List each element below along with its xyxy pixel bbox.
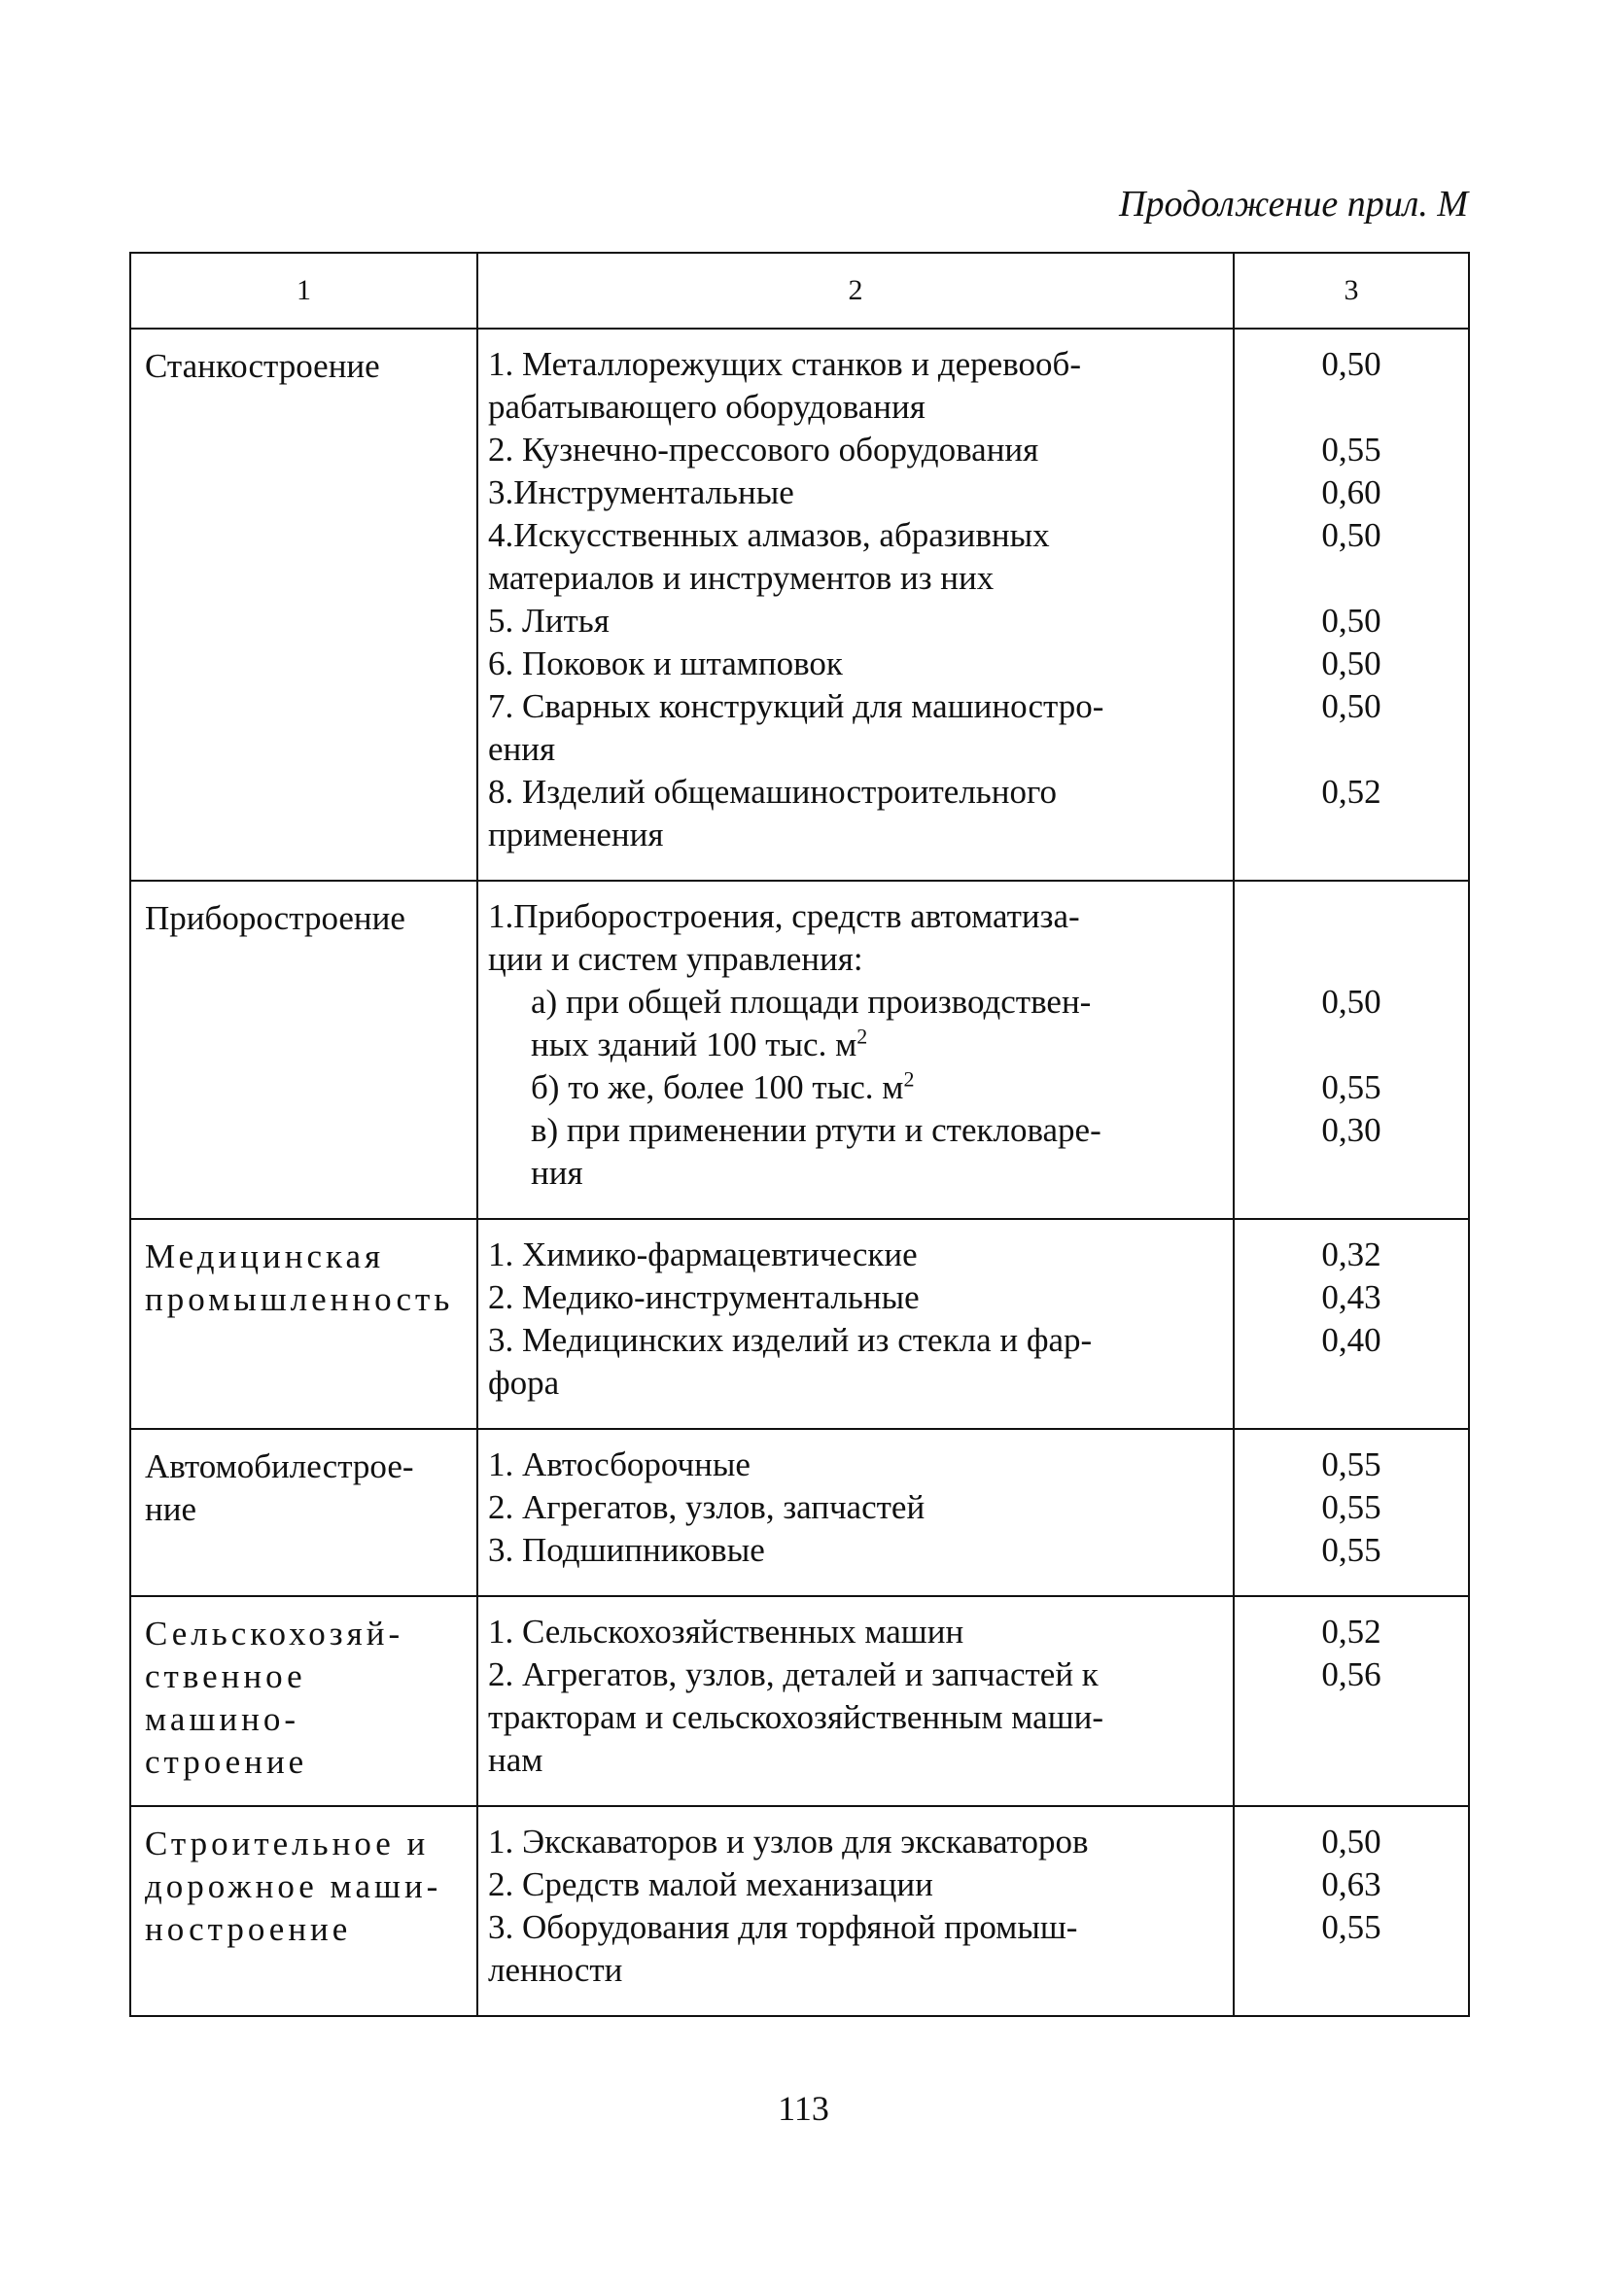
- subsector-text: 2. Средств малой механизации: [488, 1865, 933, 1903]
- coefficient-value: [1235, 1024, 1468, 1066]
- subsector-cell: [477, 1219, 1234, 1429]
- coefficient-value: 0,50: [1321, 644, 1381, 682]
- subsector-line: [488, 1319, 1225, 1362]
- subsector-line: [488, 557, 1225, 600]
- subsector-line: [488, 1696, 1225, 1739]
- subsector-text: ции и систем управления:: [488, 940, 863, 978]
- coefficient-value: 0,55: [1321, 1068, 1381, 1106]
- table-row: [130, 1429, 1469, 1596]
- subsector-line: [488, 471, 1225, 514]
- subsector-line: [488, 514, 1225, 557]
- table-row: [130, 881, 1469, 1219]
- subsector-text: в) при применении ртути и стекловаре-: [531, 1111, 1101, 1149]
- subsector-line: [488, 814, 1225, 856]
- subsector-line: [488, 685, 1225, 728]
- subsector-line: [488, 771, 1225, 814]
- coefficient-value: 0,30: [1321, 1111, 1381, 1149]
- subsector-text: а) при общей площади производствен-: [531, 983, 1092, 1021]
- subsector-text: 1.Приборостроения, средств автоматиза-: [488, 897, 1080, 935]
- table-row: [130, 1219, 1469, 1429]
- subsector-line: [488, 981, 1225, 1024]
- sector-label: Медицинская промышленность: [145, 1237, 454, 1318]
- subsector-line: [488, 1066, 1225, 1109]
- coefficient-value: [1235, 895, 1468, 938]
- subsector-line: [488, 343, 1225, 386]
- subsector-text: 8. Изделий общемашиностроительного: [488, 773, 1057, 811]
- subsector-line: [488, 600, 1225, 643]
- sector-cell: [130, 1219, 477, 1429]
- subsector-line: [488, 1906, 1225, 1949]
- coefficient-cell: [1234, 881, 1469, 1219]
- subsector-text: 3. Оборудования для торфяной промыш-: [488, 1908, 1078, 1946]
- coefficient-value: 0,55: [1321, 1488, 1381, 1526]
- subsector-text: 3. Медицинских изделий из стекла и фар-: [488, 1321, 1093, 1359]
- subsector-text: ных зданий 100 тыс. $м^2$: [531, 1024, 868, 1063]
- coefficient-value: 0,55: [1321, 1908, 1381, 1946]
- subsector-cell: [477, 881, 1234, 1219]
- subsector-text: 2. Агрегатов, узлов, запчастей: [488, 1488, 926, 1526]
- continuation-header: Продолжение прил. М: [1119, 184, 1468, 225]
- subsector-text: 3. Подшипниковые: [488, 1531, 765, 1569]
- subsector-line: [488, 1362, 1225, 1405]
- subsector-text: 2. Кузнечно-прессового оборудования: [488, 431, 1039, 469]
- subsector-text: 7. Сварных конструкций для машиностро-: [488, 687, 1104, 725]
- column-header-1: 1: [130, 253, 477, 329]
- coefficient-value: 0,32: [1321, 1235, 1381, 1273]
- table-body: [130, 329, 1469, 2016]
- subsector-line: [488, 1276, 1225, 1319]
- subsector-line: [488, 1611, 1225, 1653]
- subsector-text: фора: [488, 1364, 560, 1402]
- subsector-line: [488, 386, 1225, 429]
- subsector-text: 1. Экскаваторов и узлов для экскаваторов: [488, 1823, 1089, 1861]
- subsector-text: нам: [488, 1741, 543, 1779]
- subsector-text: 6. Поковок и штамповок: [488, 644, 843, 682]
- subsector-text: 5. Литья: [488, 602, 610, 640]
- subsector-line: [488, 1949, 1225, 1992]
- coefficient-value: 0,50: [1321, 687, 1381, 725]
- subsector-text: 3.Инструментальные: [488, 473, 794, 511]
- sector-cell: [130, 881, 477, 1219]
- coefficient-cell: [1234, 1596, 1469, 1806]
- table-header-row: [130, 253, 1469, 329]
- coefficient-value: 0,50: [1321, 1823, 1381, 1861]
- subsector-text: 2. Агрегатов, узлов, деталей и запчастей к: [488, 1655, 1099, 1693]
- subsector-text: применения: [488, 816, 664, 853]
- coefficient-value: 0,50: [1321, 602, 1381, 640]
- coefficient-value: [1235, 1739, 1468, 1782]
- coefficient-value: 0,55: [1321, 1531, 1381, 1569]
- subsector-line: [488, 1821, 1225, 1863]
- coefficient-value: [1235, 386, 1468, 429]
- coefficient-value: [1235, 728, 1468, 771]
- table-row: [130, 1596, 1469, 1806]
- coefficient-value: [1235, 1696, 1468, 1739]
- sector-cell: [130, 1596, 477, 1806]
- subsector-line: [488, 728, 1225, 771]
- coefficient-cell: [1234, 329, 1469, 881]
- subsector-line: [488, 938, 1225, 981]
- column-header-3: 3: [1234, 253, 1469, 329]
- subsector-line: [488, 1444, 1225, 1486]
- subsector-line: [488, 1152, 1225, 1195]
- coefficient-value: 0,55: [1321, 431, 1381, 469]
- sector-label: Строительное и дорожное маши- ностроение: [145, 1825, 442, 1948]
- coefficient-value: 0,63: [1321, 1865, 1381, 1903]
- subsector-line: [488, 1863, 1225, 1906]
- page-number: 113: [778, 2089, 829, 2128]
- subsector-text: 4.Искусственных алмазов, абразивных: [488, 516, 1050, 554]
- coefficient-value: 0,50: [1321, 516, 1381, 554]
- subsector-text: 1. Сельскохозяйственных машин: [488, 1613, 964, 1651]
- sector-label: Автомобилестрое- ние: [145, 1447, 414, 1528]
- subsector-text: материалов и инструментов из них: [488, 559, 995, 597]
- subsector-text: 1. Химико-фармацевтические: [488, 1235, 918, 1273]
- subsector-line: [488, 1486, 1225, 1529]
- subsector-cell: [477, 1429, 1234, 1596]
- subsector-line: [488, 1109, 1225, 1152]
- subsector-line: [488, 429, 1225, 471]
- coefficient-cell: [1234, 1219, 1469, 1429]
- subsector-text: б) то же, более 100 тыс. $м^2$: [531, 1066, 915, 1106]
- coefficient-value: [1235, 814, 1468, 856]
- coefficient-value: 0,56: [1321, 1655, 1381, 1693]
- subsector-line: [488, 1529, 1225, 1572]
- sector-label: Станкостроение: [145, 347, 380, 385]
- coefficient-value: [1235, 557, 1468, 600]
- coefficient-value: [1235, 1152, 1468, 1195]
- subsector-text: ленности: [488, 1951, 623, 1989]
- coefficient-value: [1235, 1949, 1468, 1992]
- coefficients-table: [129, 252, 1470, 2017]
- table-row: [130, 329, 1469, 881]
- subsector-text: рабатывающего оборудования: [488, 388, 926, 426]
- subsector-text: 1. Металлорежущих станков и деревооб-: [488, 345, 1081, 383]
- coefficient-value: 0,55: [1321, 1445, 1381, 1483]
- coefficient-value: 0,60: [1321, 473, 1381, 511]
- subsector-line: [488, 1024, 1225, 1066]
- subsector-line: [488, 895, 1225, 938]
- sector-cell: [130, 329, 477, 881]
- coefficient-cell: [1234, 1806, 1469, 2016]
- sector-label: Сельскохозяй- ственное машино- строение: [145, 1615, 404, 1781]
- coefficient-value: 0,50: [1321, 983, 1381, 1021]
- coefficient-cell: [1234, 1429, 1469, 1596]
- subsector-line: [488, 643, 1225, 685]
- subsector-text: 1. Автосборочные: [488, 1445, 751, 1483]
- sector-label: Приборостроение: [145, 899, 405, 937]
- subsector-text: 2. Медико-инструментальные: [488, 1278, 920, 1316]
- subsector-line: [488, 1739, 1225, 1782]
- coefficient-value: 0,50: [1321, 345, 1381, 383]
- coefficient-value: [1235, 1362, 1468, 1405]
- subsector-text: ния: [531, 1154, 583, 1192]
- sector-cell: [130, 1429, 477, 1596]
- subsector-text: тракторам и сельскохозяйственным маши-: [488, 1698, 1104, 1736]
- subsector-text: ения: [488, 730, 556, 768]
- coefficient-value: 0,52: [1321, 1613, 1381, 1651]
- sector-cell: [130, 1806, 477, 2016]
- subsector-cell: [477, 1596, 1234, 1806]
- subsector-line: [488, 1653, 1225, 1696]
- coefficient-value: [1235, 938, 1468, 981]
- subsector-line: [488, 1234, 1225, 1276]
- column-header-2: 2: [477, 253, 1234, 329]
- coefficient-value: 0,52: [1321, 773, 1381, 811]
- coefficient-value: 0,40: [1321, 1321, 1381, 1359]
- coefficient-value: 0,43: [1321, 1278, 1381, 1316]
- table-row: [130, 1806, 1469, 2016]
- subsector-cell: [477, 1806, 1234, 2016]
- subsector-cell: [477, 329, 1234, 881]
